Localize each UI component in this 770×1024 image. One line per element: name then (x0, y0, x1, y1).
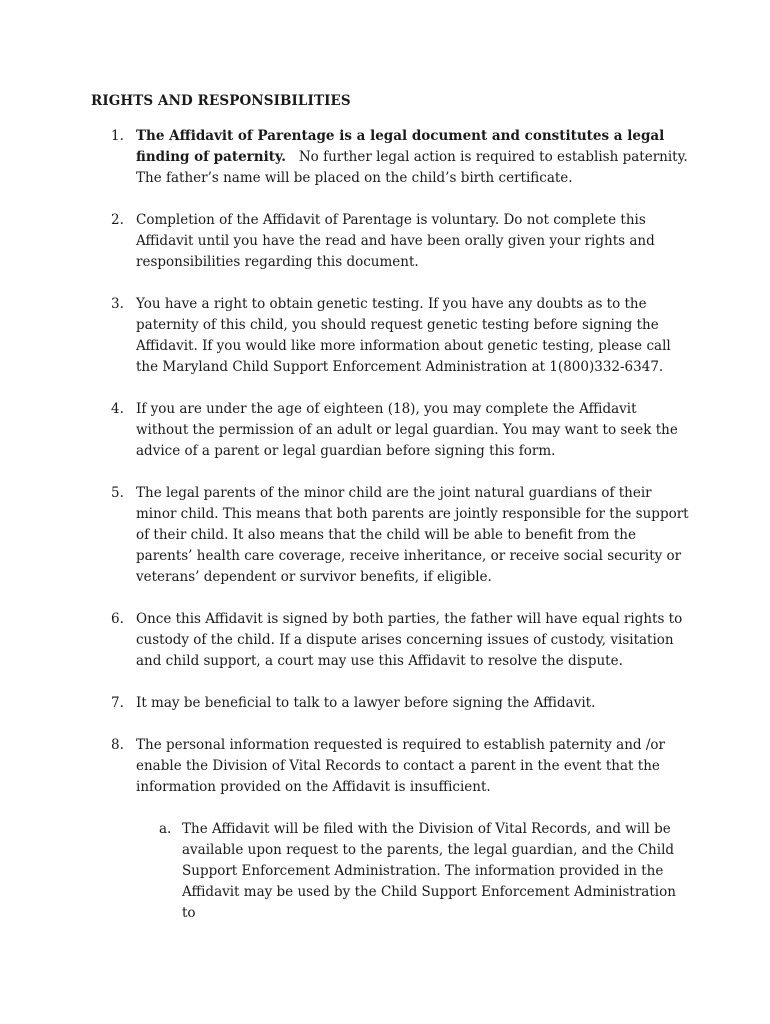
item-text: It may be beneficial to talk to a lawyer before signing the Affidavit. (136, 695, 596, 711)
sub-list (136, 819, 691, 924)
item-text: Once this Affidavit is signed by both parties, the father will have equal rights to custody of the child. If a dispute arises concerning issues of custody, visitation and child support, a court may use this Affidavit to resolve the dispute. (136, 611, 683, 669)
list-item-6 (91, 609, 691, 672)
item-text: Completion of the Affidavit of Parentage is voluntary. Do not complete this Affidavit until you have the read and have been orally given your rights and responsibilities regarding this document. (136, 212, 655, 270)
item-text: If you are under the age of eighteen (18), you may complete the Affidavit without the permission of an adult or legal guardian. You may want to seek the advice of a parent or legal guardian before signing this form. (136, 401, 678, 459)
list-item-1 (91, 126, 691, 189)
sub-item-text: The Affidavit will be filed with the Division of Vital Records, and will be available upon request to the parents, the legal guardian, and the Child Support Enforcement Administration. The information provided in the Affidavit may be used by the Child Support Enforcement Administration to (182, 821, 676, 921)
item-text: You have a right to obtain genetic testing. If you have any doubts as to the paternity of this child, you should request genetic testing before signing the Affidavit. If you would like more information about genetic testing, please call the Maryland Child Support Enforcement Administration at 1(800)332-6347. (136, 296, 671, 375)
item-number: 1. (111, 128, 124, 144)
list-item-3 (91, 294, 691, 378)
list-item-8 (91, 735, 691, 924)
list-item-5 (91, 483, 691, 588)
list-item-2 (91, 210, 691, 273)
item-number: 8. (111, 737, 124, 753)
sub-item-letter: a. (159, 821, 172, 837)
item-number: 6. (111, 611, 124, 627)
list-item-7 (91, 693, 691, 714)
rights-list (91, 126, 691, 945)
item-lead-bold: The Affidavit of Parentage is a legal document and constitutes a legal finding of paternity. (136, 128, 665, 165)
item-number: 4. (111, 401, 124, 417)
item-number: 5. (111, 485, 124, 501)
item-number: 7. (111, 695, 124, 711)
item-spacer (290, 149, 299, 165)
item-text: No further legal action is required to establish paternity. The father’s name will be placed on the child’s birth certificate. (136, 149, 688, 186)
item-text: The legal parents of the minor child are the joint natural guardians of their minor child. This means that both parents are jointly responsible for the support of their child. It also means that the child will be able to benefit from the parents’ health care coverage, receive inheritance, or receive social security or veterans’ dependent or survivor benefits, if eligible. (136, 485, 689, 585)
item-number: 3. (111, 296, 124, 312)
list-item-4 (91, 399, 691, 462)
sub-list-item-a (136, 819, 691, 924)
item-text: The personal information requested is required to establish paternity and /or enable the Division of Vital Records to contact a parent in the event that the information provided on the Affidavit is insufficient. (136, 737, 665, 795)
item-number: 2. (111, 212, 124, 228)
section-heading: RIGHTS AND RESPONSIBILITIES (91, 93, 351, 109)
